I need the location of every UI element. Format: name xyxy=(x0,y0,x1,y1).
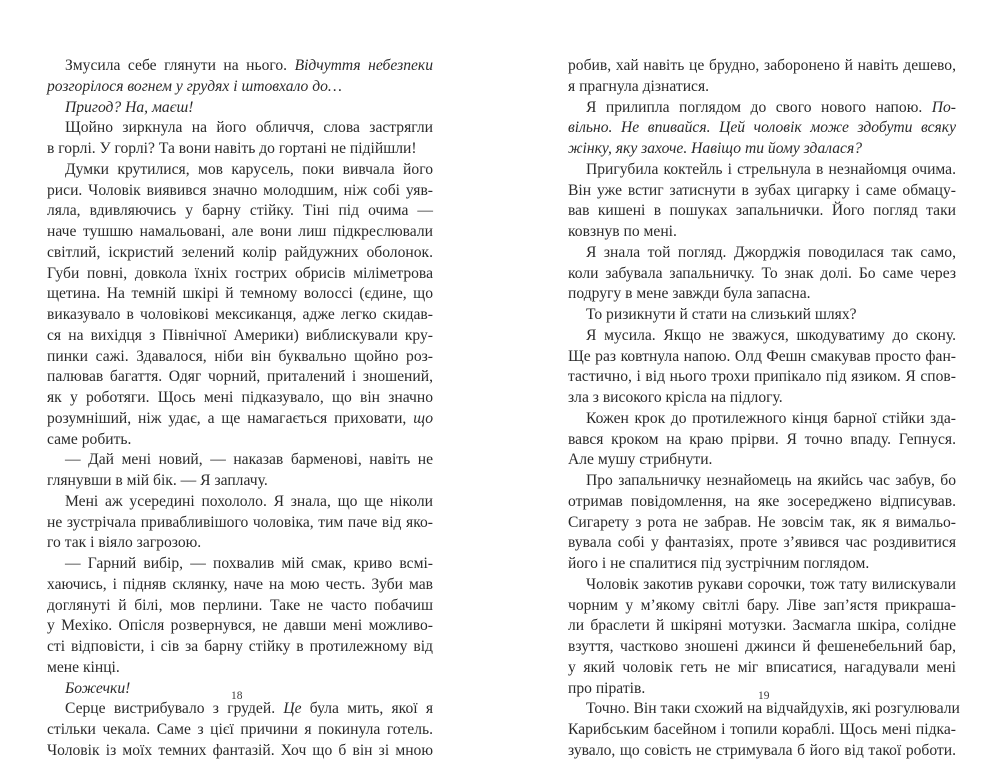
text-segment: взуття, частково зношені джинси й фешенебельний бар, xyxy=(568,638,956,655)
page-number-left: 18 xyxy=(231,690,243,702)
text-segment: ляла, вдивляючись у барну стійку. Тіні під очима — xyxy=(47,202,433,220)
text-segment: вався кроком на краю прірви. Я точно впаду. Гепнуся. xyxy=(568,430,956,448)
text-line xyxy=(568,741,956,762)
text-segment: Кожен крок до протилежного кінця барної стійки зда- xyxy=(586,409,956,427)
text-segment: була мить, якої я xyxy=(301,700,434,718)
text-line xyxy=(568,616,956,637)
text-line xyxy=(568,450,956,471)
text-line xyxy=(568,637,956,658)
text-segment: Точно. Він таки схожий на відчайдухів, які розгулювали xyxy=(586,700,960,718)
text-line xyxy=(47,637,433,658)
text-segment: робив, хай навіть це брудно, заборонено й навіть дешево, xyxy=(568,57,956,74)
italic-text-segment: Це xyxy=(283,700,302,718)
text-line xyxy=(47,388,433,409)
text-line xyxy=(47,98,433,119)
italic-text-segment: Відчуття небезпеки xyxy=(294,57,434,74)
text-line xyxy=(568,56,956,77)
text-line xyxy=(47,284,433,305)
text-segment: сті відповісти, і сів за барну стійку в протилежному від xyxy=(47,638,433,655)
text-segment: Губи повні, довкола їхніх гострих обрисів міліметрова xyxy=(47,264,433,282)
text-segment: щетина. На темній шкірі й темному волоссі (єдине, що xyxy=(47,285,433,303)
text-line xyxy=(568,160,956,181)
text-line xyxy=(47,305,433,326)
text-line xyxy=(47,596,433,617)
text-segment: Серце вистрибувало з грудей. xyxy=(65,700,284,718)
text-line xyxy=(47,492,433,513)
text-segment: Сигарету з рота не забрав. Не зовсім так, як я вимальо- xyxy=(568,513,956,531)
text-segment: ся на вихідця з Північної Америки) виблискували кру- xyxy=(47,326,433,344)
text-segment: як у роботяги. Щось мені підказувало, що він значно xyxy=(47,389,433,406)
text-line xyxy=(568,720,956,741)
text-segment: хаючись, і підняв склянку, наче на мою честь. Зуби мав xyxy=(47,575,433,593)
text-segment: подругу в мене завжди була запасна. xyxy=(568,285,811,303)
text-line xyxy=(47,450,433,471)
text-line xyxy=(47,533,433,554)
text-line xyxy=(47,430,433,451)
text-line xyxy=(47,616,433,637)
text-segment: зла з високого крісла на підлогу. xyxy=(568,389,783,406)
text-segment: отримав повідомлення, на яке зосереджено відписував. xyxy=(568,492,956,510)
text-segment: у який чоловік геть не міг вписатися, нагадували мені xyxy=(568,658,956,676)
text-segment: Він уже встиг затиснути в зубах цигарку і саме обмацу- xyxy=(568,181,956,199)
right-page-text xyxy=(568,56,960,762)
text-segment: Пригубила коктейль і стрельнула в незнайомця очима. xyxy=(586,160,956,178)
text-line xyxy=(568,554,956,575)
text-segment: Я мусила. Якщо не зважуся, шкодуватиму до скону. xyxy=(586,326,956,344)
text-segment: — Дай мені новий, — наказав барменові, навіть не xyxy=(65,451,433,469)
text-line xyxy=(47,160,433,181)
text-segment: мене кінці. xyxy=(47,658,120,676)
text-line xyxy=(47,77,433,98)
italic-text-segment: жінку, яку захоче. Навіщо ти йому здалася? xyxy=(568,140,862,157)
text-line xyxy=(568,430,956,451)
text-segment: світлий, іскристий зелений колір райдужних оболонок. xyxy=(47,243,433,261)
text-segment: коли забувала запальничку. То знак долі. Бо саме через xyxy=(568,264,956,282)
text-line xyxy=(568,513,956,534)
text-segment: Чоловік закотив рукави сорочки, тож тату вилискували xyxy=(586,575,956,593)
text-segment: Ще раз ковтнула напою. Олд Фешн смакував просто фан- xyxy=(568,347,956,365)
text-segment: — Гарний вибір, — похвалив мій смак, криво всмі- xyxy=(65,555,433,572)
text-line xyxy=(568,77,956,98)
text-segment: не зустрічала привабливішого чоловіка, тим паче від яко- xyxy=(47,513,433,531)
text-line xyxy=(47,367,433,388)
text-line xyxy=(47,513,433,534)
text-segment: го так і віяло загрозою. xyxy=(47,534,202,552)
text-line xyxy=(47,699,433,720)
text-segment: виказувало в чоловікові мексиканця, адже легко скидав- xyxy=(47,306,433,323)
text-line xyxy=(47,658,433,679)
text-line xyxy=(47,118,433,139)
text-line xyxy=(568,264,956,285)
text-line xyxy=(568,222,956,243)
text-segment: вав кишені в пошуках запальнички. Його погляд таки xyxy=(568,202,956,220)
text-line xyxy=(568,533,956,554)
text-segment: Чоловік із моїх темних фантазій. Хоч що б він зі мною xyxy=(47,741,433,759)
text-segment: палював багаття. Одяг чорний, приталений і зношений, xyxy=(47,368,433,386)
text-segment: Щойно зиркнула на його обличчя, слова застрягли xyxy=(65,119,433,137)
text-line xyxy=(47,720,433,741)
text-segment: про піратів. xyxy=(568,679,646,697)
text-segment: чорним у м’якому світлі бару. Ліве зап’ястя прикраша- xyxy=(568,596,956,614)
text-line xyxy=(47,326,433,347)
text-segment: Змусила себе глянути на нього. xyxy=(65,57,295,74)
text-line xyxy=(568,347,956,368)
text-line xyxy=(47,554,433,575)
text-line xyxy=(568,699,960,720)
text-segment: наче тушшю намальовані, але вони лиш підкреслювали xyxy=(47,223,433,240)
text-segment: розумніший, ніж удає, а ще намагається приховати, xyxy=(47,409,414,427)
text-segment: саме робить. xyxy=(47,430,132,448)
text-line xyxy=(568,243,956,264)
text-segment: ковзнув по мені. xyxy=(568,223,677,240)
text-segment: доглянуті й білі, мов перлини. Таке не часто побачиш xyxy=(47,596,433,614)
text-segment: пинки сажі. Здавалося, ніби він буквально щойно роз- xyxy=(47,347,433,365)
page-number-right: 19 xyxy=(758,690,770,702)
text-line xyxy=(568,409,956,430)
text-segment: Думки крутилися, мов карусель, поки вивчала його xyxy=(65,160,433,178)
text-line xyxy=(47,264,433,285)
text-segment: Мені аж усередині похололо. Я знала, що ще ніколи xyxy=(65,492,433,510)
text-segment: То ризикнути й стати на слизький шлях? xyxy=(586,306,857,323)
italic-text-segment: вільно. Не впивайся. Цей чоловік може здобути всяку xyxy=(568,119,956,137)
italic-text-segment: По- xyxy=(931,98,956,116)
text-segment: зувало, що совість не стримувала б його від такої роботи. xyxy=(568,741,956,759)
text-line xyxy=(568,326,956,347)
text-segment: Я знала той погляд. Джорджія поводилася так само, xyxy=(586,243,956,261)
text-line xyxy=(568,658,956,679)
left-page-text xyxy=(47,56,433,762)
text-line xyxy=(47,243,433,264)
text-line xyxy=(568,367,956,388)
text-line xyxy=(47,139,433,160)
text-segment: Але мушу стрибнути. xyxy=(568,451,713,469)
text-line xyxy=(47,409,433,430)
italic-text-segment: Пригод? На, маєш! xyxy=(65,98,194,116)
text-segment: Я прилипла поглядом до свого нового напою. xyxy=(586,98,932,116)
text-line xyxy=(568,471,956,492)
text-segment: вувала собі у фантазіях, проте з’явився час роздивитися xyxy=(568,534,956,552)
text-segment: Карибським басейном і топили кораблі. Щось мені підка- xyxy=(568,721,956,738)
text-line xyxy=(568,596,956,617)
text-line xyxy=(47,471,433,492)
italic-text-segment: Божечки! xyxy=(65,679,131,697)
text-segment: у Мехіко. Опісля розвернувся, не давши мені можливо- xyxy=(47,617,433,635)
text-line xyxy=(47,181,433,202)
text-segment: я прагнула дізнатися. xyxy=(568,77,710,95)
text-line xyxy=(568,305,956,326)
text-segment: Про запальничку незнайомець на якийсь час забув, бо xyxy=(586,472,956,489)
text-line xyxy=(47,222,433,243)
text-line xyxy=(47,741,433,762)
italic-text-segment: розгорілося вогнем у грудях і штовхало до… xyxy=(47,77,342,95)
text-line xyxy=(47,56,433,77)
text-segment: в горлі. У горлі? Та вони навіть до гортані не підійшли! xyxy=(47,140,417,157)
text-line xyxy=(47,575,433,596)
text-segment: тастично, і від нього трохи припікало під язиком. Я спов- xyxy=(568,368,956,386)
text-line xyxy=(568,575,956,596)
text-segment: глянувши в мій бік. — Я заплачу. xyxy=(47,472,268,489)
text-line xyxy=(568,139,956,160)
text-line xyxy=(47,347,433,368)
italic-text-segment: що xyxy=(413,409,433,427)
text-line xyxy=(568,201,956,222)
text-segment: риси. Чоловік виявився значно молодшим, ніж собі уяв- xyxy=(47,181,433,199)
text-line xyxy=(568,181,956,202)
text-line xyxy=(568,98,956,119)
text-line xyxy=(568,118,956,139)
text-line xyxy=(47,201,433,222)
text-segment: його і не спалитися під зустрічним поглядом. xyxy=(568,555,870,572)
text-line xyxy=(568,388,956,409)
text-line xyxy=(568,492,956,513)
text-line xyxy=(568,284,956,305)
text-segment: ли браслети й шкіряні мотузки. Засмагла шкіра, солідне xyxy=(568,617,956,635)
text-segment: стільки чекала. Саме з цієї причини я покинула готель. xyxy=(47,721,433,738)
